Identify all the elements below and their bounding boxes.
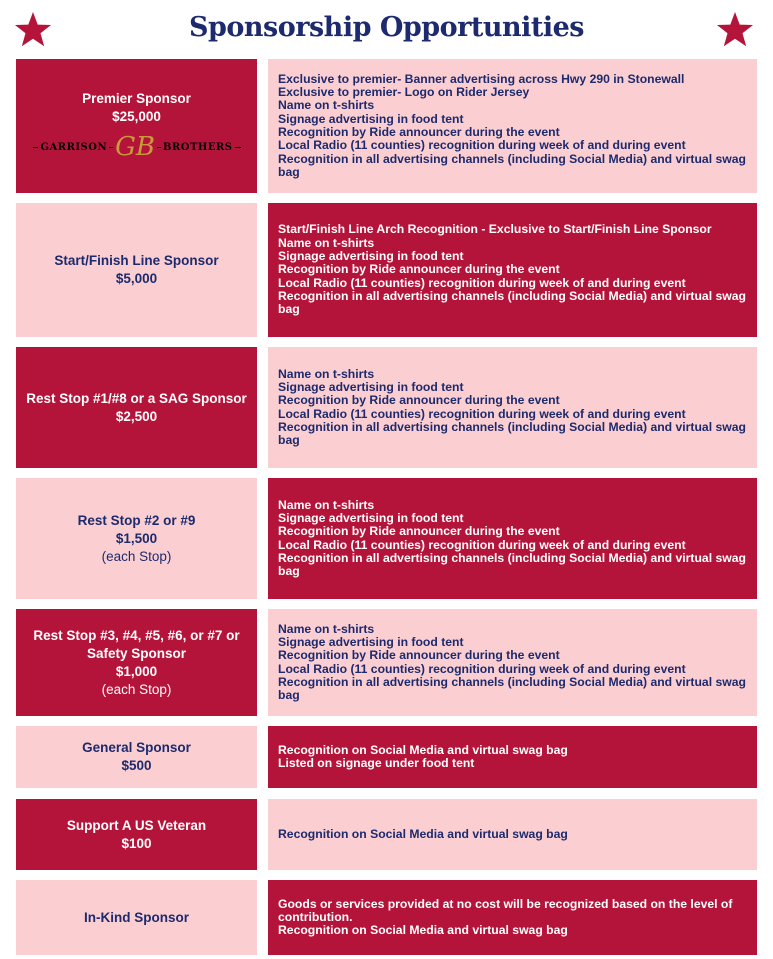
benefit-item: Recognition in all advertising channels (including Social Media) and virtual swag bag	[278, 550, 746, 579]
tier-name-cell	[16, 880, 257, 955]
benefit-item: Recognition by Ride announcer during the event	[278, 648, 560, 663]
tier-note: (each Stop)	[101, 681, 172, 697]
logo-right-word: BROTHERS	[163, 141, 233, 153]
tier-benefits-cell	[268, 726, 757, 788]
benefit-item: Exclusive to premier- Banner advertising across Hwy 290 in Stonewall	[278, 71, 685, 86]
benefit-item: Signage advertising in food tent	[278, 379, 464, 394]
tier-benefits-cell	[268, 609, 757, 716]
benefit-item: Start/Finish Line Arch Recognition - Exclusive to Start/Finish Line Sponsor	[278, 222, 712, 237]
benefit-item: Recognition by Ride announcer during the event	[278, 262, 560, 277]
garrison-brothers-logo	[33, 132, 241, 162]
benefit-item: Exclusive to premier- Logo on Rider Jersey	[278, 85, 530, 100]
benefit-item: Goods or services provided at no cost will be recognized based on the level of contribution.	[278, 896, 733, 924]
tier-row-veteran	[16, 799, 757, 870]
tier-price: $1,500	[115, 530, 158, 546]
benefit-item: Recognition by Ride announcer during the event	[278, 524, 560, 539]
tier-benefits-cell	[268, 478, 757, 599]
tier-name-cell	[16, 478, 257, 599]
tier-note: (each Stop)	[101, 548, 172, 564]
tier-price: $2,500	[115, 408, 158, 424]
tier-name-cell	[16, 203, 257, 337]
tier-benefits-cell	[268, 203, 757, 337]
benefit-item: Local Radio (11 counties) recognition during week of and during event	[278, 138, 686, 153]
tier-name: Support A US Veteran	[66, 817, 207, 833]
tier-name: In-Kind Sponsor	[84, 909, 189, 925]
tier-name-cell	[16, 799, 257, 870]
benefit-item: Local Radio (11 counties) recognition during week of and during event	[278, 537, 686, 552]
tier-row-rest-stop-2-9	[16, 478, 757, 599]
benefit-item: Recognition on Social Media and virtual swag bag	[278, 826, 568, 841]
tier-name-cell	[16, 59, 257, 193]
tier-row-start-finish	[16, 203, 757, 337]
tier-row-premier	[16, 59, 757, 193]
tier-row-general	[16, 726, 757, 788]
benefit-item: Signage advertising in food tent	[278, 111, 464, 126]
logo-left-word: GARRISON	[40, 141, 108, 153]
tier-benefits-cell	[268, 799, 757, 870]
tier-price: $500	[121, 758, 152, 773]
tier-name: Premier Sponsor	[82, 91, 191, 106]
tier-price: $100	[121, 835, 152, 851]
benefit-item: Name on t-shirts	[278, 235, 375, 250]
tier-name: Rest Stop #1/#8 or a SAG Sponsor	[26, 390, 247, 406]
tier-name-cont: Safety Sponsor	[86, 645, 187, 661]
tier-benefits-cell	[268, 347, 757, 468]
benefit-item: Recognition by Ride announcer during the event	[278, 125, 560, 139]
tier-benefits-cell	[268, 59, 757, 193]
benefit-item: Local Radio (11 counties) recognition during week of and during event	[278, 275, 686, 290]
tier-name: Start/Finish Line Sponsor	[54, 253, 219, 268]
benefit-item: Recognition by Ride announcer during the event	[278, 393, 560, 408]
benefit-item: Recognition in all advertising channels (including Social Media) and virtual swag bag	[278, 674, 746, 703]
benefit-item: Signage advertising in food tent	[278, 634, 464, 649]
benefit-item: Name on t-shirts	[278, 98, 375, 113]
tier-price: $5,000	[115, 271, 158, 286]
benefit-item: Recognition in all advertising channels (including Social Media) and virtual swag bag	[278, 419, 746, 448]
benefit-item: Recognition in all advertising channels (including Social Media) and virtual swag bag	[278, 151, 746, 179]
logo-monogram: GB	[115, 132, 156, 162]
benefit-item: Recognition on Social Media and virtual swag bag	[278, 923, 568, 938]
benefit-item: Name on t-shirts	[278, 621, 375, 636]
benefit-item: Listed on signage under food tent	[278, 756, 475, 770]
tier-row-rest-stop-3-7	[16, 609, 757, 716]
tier-row-in-kind	[16, 880, 757, 955]
tier-benefits-cell	[268, 880, 757, 955]
benefit-item: Signage advertising in food tent	[278, 249, 464, 264]
benefit-item: Name on t-shirts	[278, 497, 375, 512]
tier-name-cell	[16, 726, 257, 788]
benefit-item: Signage advertising in food tent	[278, 510, 464, 525]
benefit-item: Local Radio (11 counties) recognition during week of and during event	[278, 661, 686, 676]
tier-name-cell	[16, 347, 257, 468]
benefit-item: Recognition in all advertising channels (including Social Media) and virtual swag bag	[278, 288, 746, 317]
tier-price: $1,000	[115, 663, 158, 679]
tier-row-rest-stop-1-8	[16, 347, 757, 468]
tier-name: Rest Stop #3, #4, #5, #6, or #7 or	[33, 627, 240, 643]
tier-name-cell	[16, 609, 257, 716]
page-title: Sponsorship Opportunities	[189, 12, 584, 43]
tier-name: General Sponsor	[82, 740, 191, 755]
benefit-item: Recognition on Social Media and virtual swag bag	[278, 742, 568, 757]
benefit-item: Local Radio (11 counties) recognition during week of and during event	[278, 406, 686, 421]
tier-price: $25,000	[112, 109, 161, 124]
tier-name: Rest Stop #2 or #9	[77, 512, 196, 528]
benefit-item: Name on t-shirts	[278, 366, 375, 381]
